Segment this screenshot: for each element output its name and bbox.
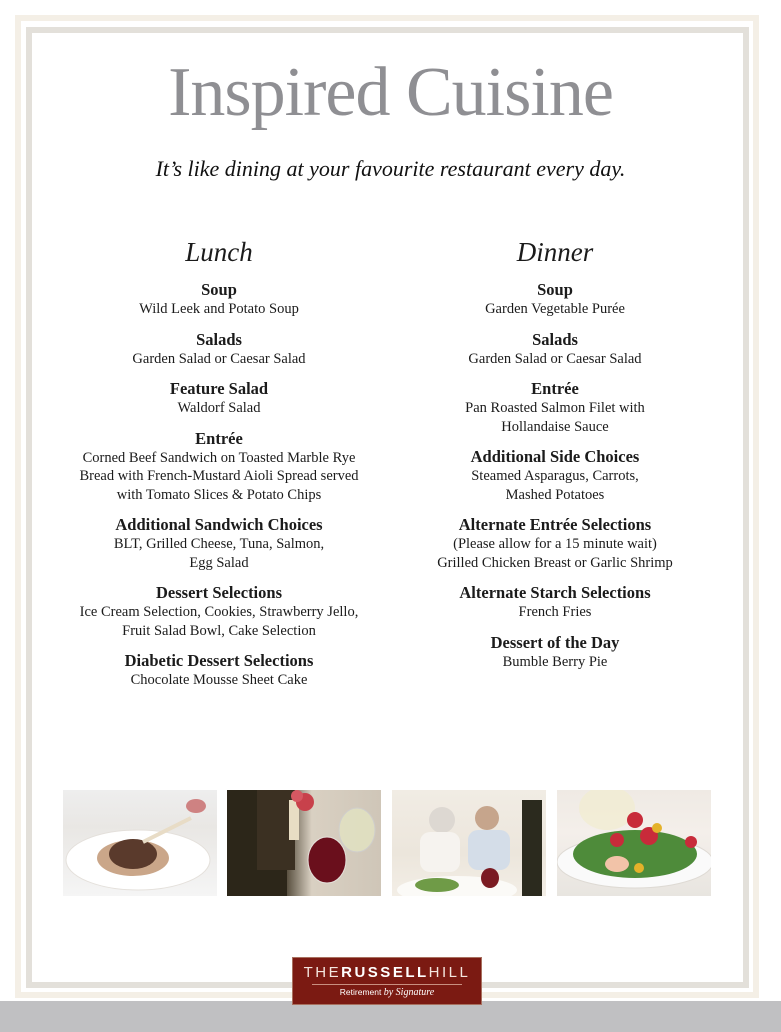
bottom-bar — [0, 1001, 781, 1032]
photo-lamb-chop — [63, 790, 217, 896]
section-item-line: Hollandaise Sauce — [501, 418, 609, 435]
section-heading: Soup — [537, 280, 573, 299]
logo-tagline-script: by Signature — [383, 987, 435, 998]
section-item-line: Steamed Asparagus, Carrots, — [471, 468, 639, 484]
lunch-section — [54, 379, 384, 418]
section-item-line: Bumble Berry Pie — [502, 653, 608, 670]
lunch-section — [54, 583, 384, 640]
dinner-section — [390, 583, 720, 622]
section-heading: Alternate Starch Selections — [459, 583, 651, 602]
lunch-column — [54, 236, 384, 701]
photo-wine — [227, 790, 381, 896]
section-item-line: Garden Salad or Caesar Salad — [132, 350, 306, 367]
section-item-line: Pan Roasted Salmon Filet with — [465, 400, 645, 416]
section-item-line: BLT, Grilled Cheese, Tuna, Salmon, — [113, 536, 325, 552]
section-item-line: with Tomato Slices & Potato Chips — [116, 486, 322, 503]
logo-main: RUSSELL — [341, 964, 429, 981]
lunch-title: Lunch — [185, 237, 253, 267]
section-item-line: Egg Salad — [189, 554, 249, 571]
dinner-section — [390, 379, 720, 436]
section-item-line: Corned Beef Sandwich on Toasted Marble Rye — [82, 449, 356, 466]
section-item-line: Garden Salad or Caesar Salad — [468, 350, 642, 367]
section-heading: Feature Salad — [169, 379, 269, 398]
photo-berry-salad — [557, 790, 711, 896]
section-item-line: Chocolate Mousse Sheet Cake — [130, 672, 308, 688]
section-item-line: Garden Vegetable Purée — [485, 301, 625, 317]
logo-suffix: HILL — [428, 964, 471, 981]
dinner-sections — [390, 280, 720, 671]
russell-hill-logo — [292, 957, 482, 1005]
logo-name — [293, 964, 481, 981]
dinner-section — [390, 280, 720, 319]
section-heading: Diabetic Dessert Selections — [124, 651, 314, 670]
section-item-line: Waldorf Salad — [177, 400, 261, 416]
section-heading: Entrée — [195, 428, 243, 448]
section-item-line: Grilled Chicken Breast or Garlic Shrimp — [437, 554, 673, 571]
dinner-section — [390, 515, 720, 572]
photo-couple-dining — [392, 790, 546, 896]
section-heading: Salads — [532, 329, 578, 349]
lunch-section — [54, 429, 384, 505]
dinner-column — [390, 236, 720, 682]
dinner-section — [390, 633, 720, 672]
section-item-line: Ice Cream Selection, Cookies, Strawberry Jello, — [79, 604, 359, 620]
logo-tagline-main: Retirement — [339, 987, 382, 997]
section-item-line: Bread with French-Mustard Aioli Spread served — [79, 468, 359, 484]
photo-strip — [63, 790, 713, 896]
lunch-section — [54, 330, 384, 369]
logo-divider — [312, 984, 462, 985]
lunch-section — [54, 280, 384, 319]
section-heading: Soup — [201, 280, 237, 299]
section-heading: Salads — [196, 329, 242, 349]
section-heading: Dessert of the Day — [490, 632, 620, 652]
section-heading: Additional Sandwich Choices — [115, 515, 323, 534]
section-item-line: Mashed Potatoes — [505, 486, 605, 503]
page-title: Inspired Cuisine — [168, 54, 613, 131]
section-heading: Alternate Entrée Selections — [458, 515, 652, 534]
section-heading: Dessert Selections — [155, 583, 282, 602]
section-heading: Additional Side Choices — [470, 447, 640, 466]
lunch-sections — [54, 280, 384, 690]
lunch-section — [54, 651, 384, 690]
dinner-section — [390, 330, 720, 369]
lunch-section — [54, 515, 384, 572]
page-subtitle: It’s like dining at your favourite restaurant every day. — [155, 156, 626, 181]
logo-tagline — [293, 987, 481, 998]
section-item-line: French Fries — [518, 604, 592, 620]
dinner-title: Dinner — [516, 237, 594, 267]
section-heading: Entrée — [531, 379, 579, 398]
section-item-line: Fruit Salad Bowl, Cake Selection — [122, 622, 316, 639]
dinner-section — [390, 447, 720, 504]
section-item-line: (Please allow for a 15 minute wait) — [453, 536, 657, 552]
section-item-line: Wild Leek and Potato Soup — [139, 301, 299, 317]
logo-prefix: THE — [303, 964, 342, 981]
